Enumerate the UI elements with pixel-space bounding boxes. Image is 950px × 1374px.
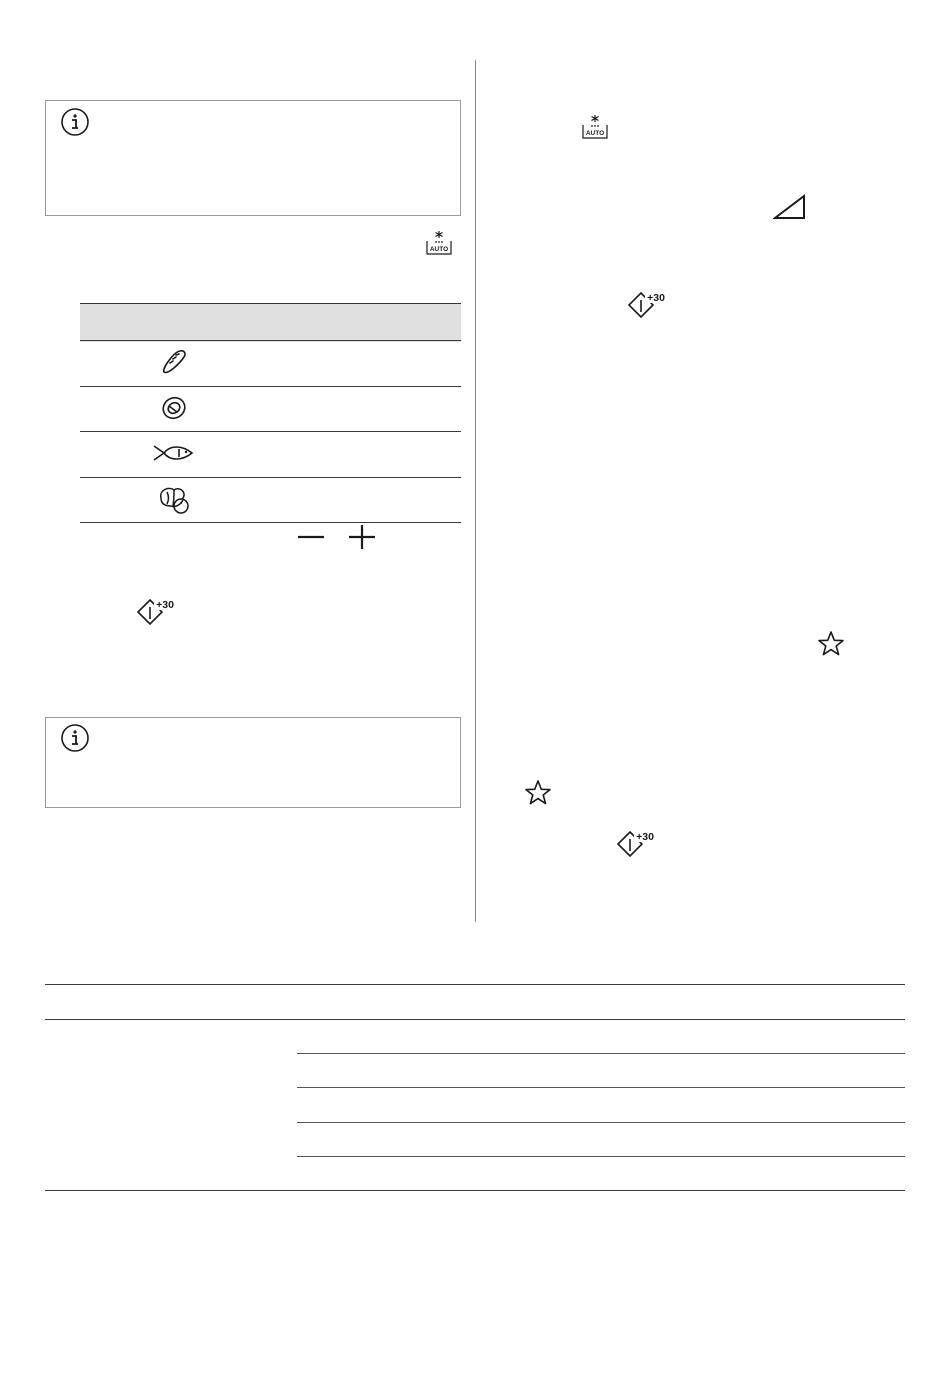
fish-icon bbox=[152, 441, 194, 465]
svg-text:+30: +30 bbox=[636, 831, 654, 843]
defrost-auto-icon bbox=[581, 113, 609, 141]
svg-text:AUTO: AUTO bbox=[585, 130, 605, 137]
table-rule bbox=[80, 477, 461, 478]
vegetables-icon bbox=[157, 484, 193, 516]
star-icon bbox=[817, 630, 845, 658]
defrost-auto-icon bbox=[425, 229, 453, 257]
plus-30-seconds-icon bbox=[627, 291, 667, 321]
bread-icon bbox=[160, 348, 188, 376]
triangle-icon bbox=[773, 193, 807, 221]
plus-30-seconds-icon bbox=[616, 830, 656, 860]
svg-text:+30: +30 bbox=[156, 599, 174, 611]
info-note-box-top bbox=[45, 100, 461, 216]
table-rule bbox=[80, 386, 461, 387]
table-rule bbox=[45, 1190, 905, 1191]
table-rule bbox=[297, 1156, 905, 1157]
minus-icon bbox=[297, 525, 325, 549]
table-rule bbox=[80, 522, 461, 523]
table-rule bbox=[80, 431, 461, 432]
info-icon bbox=[60, 107, 90, 137]
table-rule bbox=[45, 984, 905, 985]
plus-30-seconds-icon bbox=[136, 598, 176, 628]
svg-text:AUTO: AUTO bbox=[429, 246, 449, 253]
star-icon bbox=[524, 779, 552, 807]
info-icon bbox=[60, 723, 90, 753]
meat-icon bbox=[160, 394, 188, 422]
table-rule bbox=[80, 340, 461, 341]
table-rule bbox=[297, 1053, 905, 1054]
info-note-box-bottom bbox=[45, 717, 461, 808]
plus-icon bbox=[348, 525, 376, 549]
svg-text:+30: +30 bbox=[647, 292, 665, 304]
food-table-header bbox=[80, 303, 461, 342]
table-rule bbox=[297, 1122, 905, 1123]
table-rule bbox=[297, 1087, 905, 1088]
column-divider bbox=[475, 60, 476, 922]
table-rule bbox=[45, 1019, 905, 1020]
